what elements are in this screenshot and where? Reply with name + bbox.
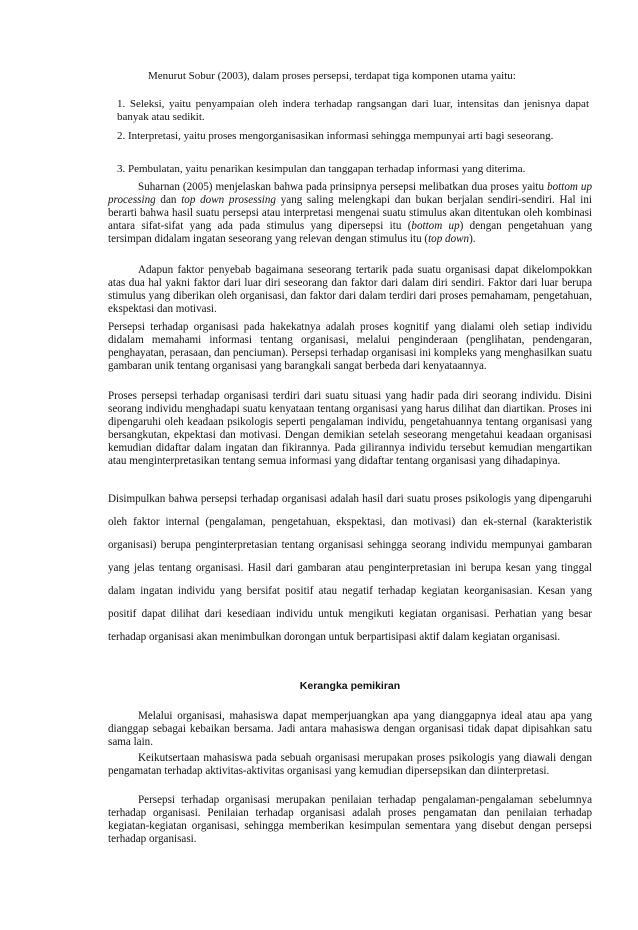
- component-item-pembulatan: 3. Pembulatan, yaitu penarikan kesimpulan dan tanggapan terhadap informasi yang diterima.: [117, 163, 526, 175]
- kerangka-paragraph-3: Persepsi terhadap organisasi merupakan penilaian terhadap pengalaman-pengalaman sebelumnya terhadap organisasi. Penilaian terhadap organisasi adalah proses pengamatan dan penilaian terhadap kegiatan-kegiatan organisasi, sehingga memberikan kesimpulan sementara yang disebut dengan persepsi terhadap organisasi.: [108, 794, 592, 845]
- kerangka-paragraph-1: Melalui organisasi, mahasiswa dapat memperjuangkan apa yang dianggapnya ideal atau apa yang dianggap sebagai kebaikan bersama. Jadi antara mahasiswa dengan organisasi tidak dapat dipisahkan satu sama lain.: [108, 710, 592, 748]
- italic-term: bottom up processing: [108, 181, 592, 206]
- suharnan-paragraph: [108, 181, 592, 246]
- component-item-interpretasi: 2. Interpretasi, yaitu proses mengorganisasikan informasi sehingga mempunyai arti bagi seseorang.: [117, 130, 554, 142]
- section-heading: Kerangka pemikiran: [299, 680, 401, 692]
- text-span: yang saling melengkapi dan bukan berjalan sendiri-sendiri. Hal ini berarti bahwa hasil suatu persepsi atau interpretasi mengenai suatu stimulus akan ditentukan oleh kombinasi antara sifat-sifat yang ada pada stimulus yang dipersepsi itu (: [108, 194, 592, 232]
- text-span: Suharnan (2005) menjelaskan bahwa pada prinsipnya persepsi melibatkan dua proses yaitu: [138, 181, 548, 193]
- italic-term: top down: [428, 233, 470, 245]
- proses-persepsi-paragraph: Proses persepsi terhadap organisasi terdiri dari suatu situasi yang hadir pada diri seorang individu. Disini seorang individu menghadapi suatu kenyataan tentang organisasi yang harus dilihat dan diartikan. Proses ini dipengaruhi oleh keadaan psikologis seperti pengalaman individu, pengetahuannya tentang organisasi yang bersangkutan, ekpektasi dan motivasi. Dengan demikian setelah seseorang mengetahui keadaan organisasi kemudian didaftar dalam ingatan dan fikirannya. Pada gilirannya individu tersebut kemudian mengartikan atau menginterpretasikan tentang semua informasi yang didaftar tentang organisasi yang dihadapinya.: [108, 390, 592, 467]
- italic-term: bottom up: [411, 220, 460, 232]
- faktor-paragraph: Adapun faktor penyebab bagaimana seseorang tertarik pada suatu organisasi dapat dikelompokkan atas dua hal yakni faktor dari luar diri seseorang dan faktor dari dalam diri sendiri. Faktor dari luar berupa stimulus yang diberikan oleh organisasi, dan faktor dari dalam terdiri dari proses pemahamam, pengetahuan, ekspektasi dan motivasi.: [108, 264, 592, 315]
- text-span: dan: [155, 194, 182, 206]
- component-item-seleksi: 1. Seleksi, yaitu penyampaian oleh indera terhadap rangsangan dari luar, intensitas dan jenisnya dapat banyak atau sedikit.: [117, 98, 589, 123]
- disimpulkan-paragraph: Disimpulkan bahwa persepsi terhadap organisasi adalah hasil dari suatu proses psikologis yang dipengaruhi oleh faktor internal (pengalaman, pengetahuan, ekspektasi, dan motivasi) dan ek-sternal (karakteristik organisasi) berupa penginterpretasian tentang organisasi sehingga seorang individu mempunyai gambaran yang jelas tentang organisasi. Hasil dari gambaran atau penginterpretasian ini berupa kesan yang tinggal dalam ingatan individu yang bersifat positif atau negatif terhadap kegiatan keorganisasian. Kesan yang positif dapat dilihat dari kesediaan individu untuk mengikuti kegiatan organisasi. Perhatian yang besar terhadap organisasi akan menimbulkan dorongan untuk berpartisipasi aktif dalam kegiatan organisasi.: [108, 493, 592, 643]
- kerangka-paragraph-2: Keikutsertaan mahasiswa pada sebuah organisasi merupakan proses psikologis yang diawali dengan pengamatan terhadap aktivitas-aktivitas organisasi yang kemudian dipersepsikan dan diinterpretasi.: [108, 752, 592, 777]
- persepsi-kognitif-paragraph: Persepsi terhadap organisasi pada hakekatnya adalah proses kognitif yang dialami oleh setiap individu didalam memahami informasi tentang organisasi, melalui penginderaan (penglihatan, pendengaran, penghayatan, perasaan, dan penciuman). Persepsi terhadap organisasi ini kompleks yang menghasilkan suatu gambaran unik tentang organisasi yang barangkali sangat berbeda dari kenyataannya.: [108, 321, 592, 372]
- text-span: ) dengan pengetahuan yang tersimpan didalam ingatan seseorang yang relevan dengan stimulus itu (: [108, 220, 592, 245]
- italic-term: top down prosessing: [181, 194, 276, 206]
- intro-paragraph: Menurut Sobur (2003), dalam proses persepsi, terdapat tiga komponen utama yaitu:: [148, 70, 516, 82]
- text-span: ).: [469, 233, 476, 245]
